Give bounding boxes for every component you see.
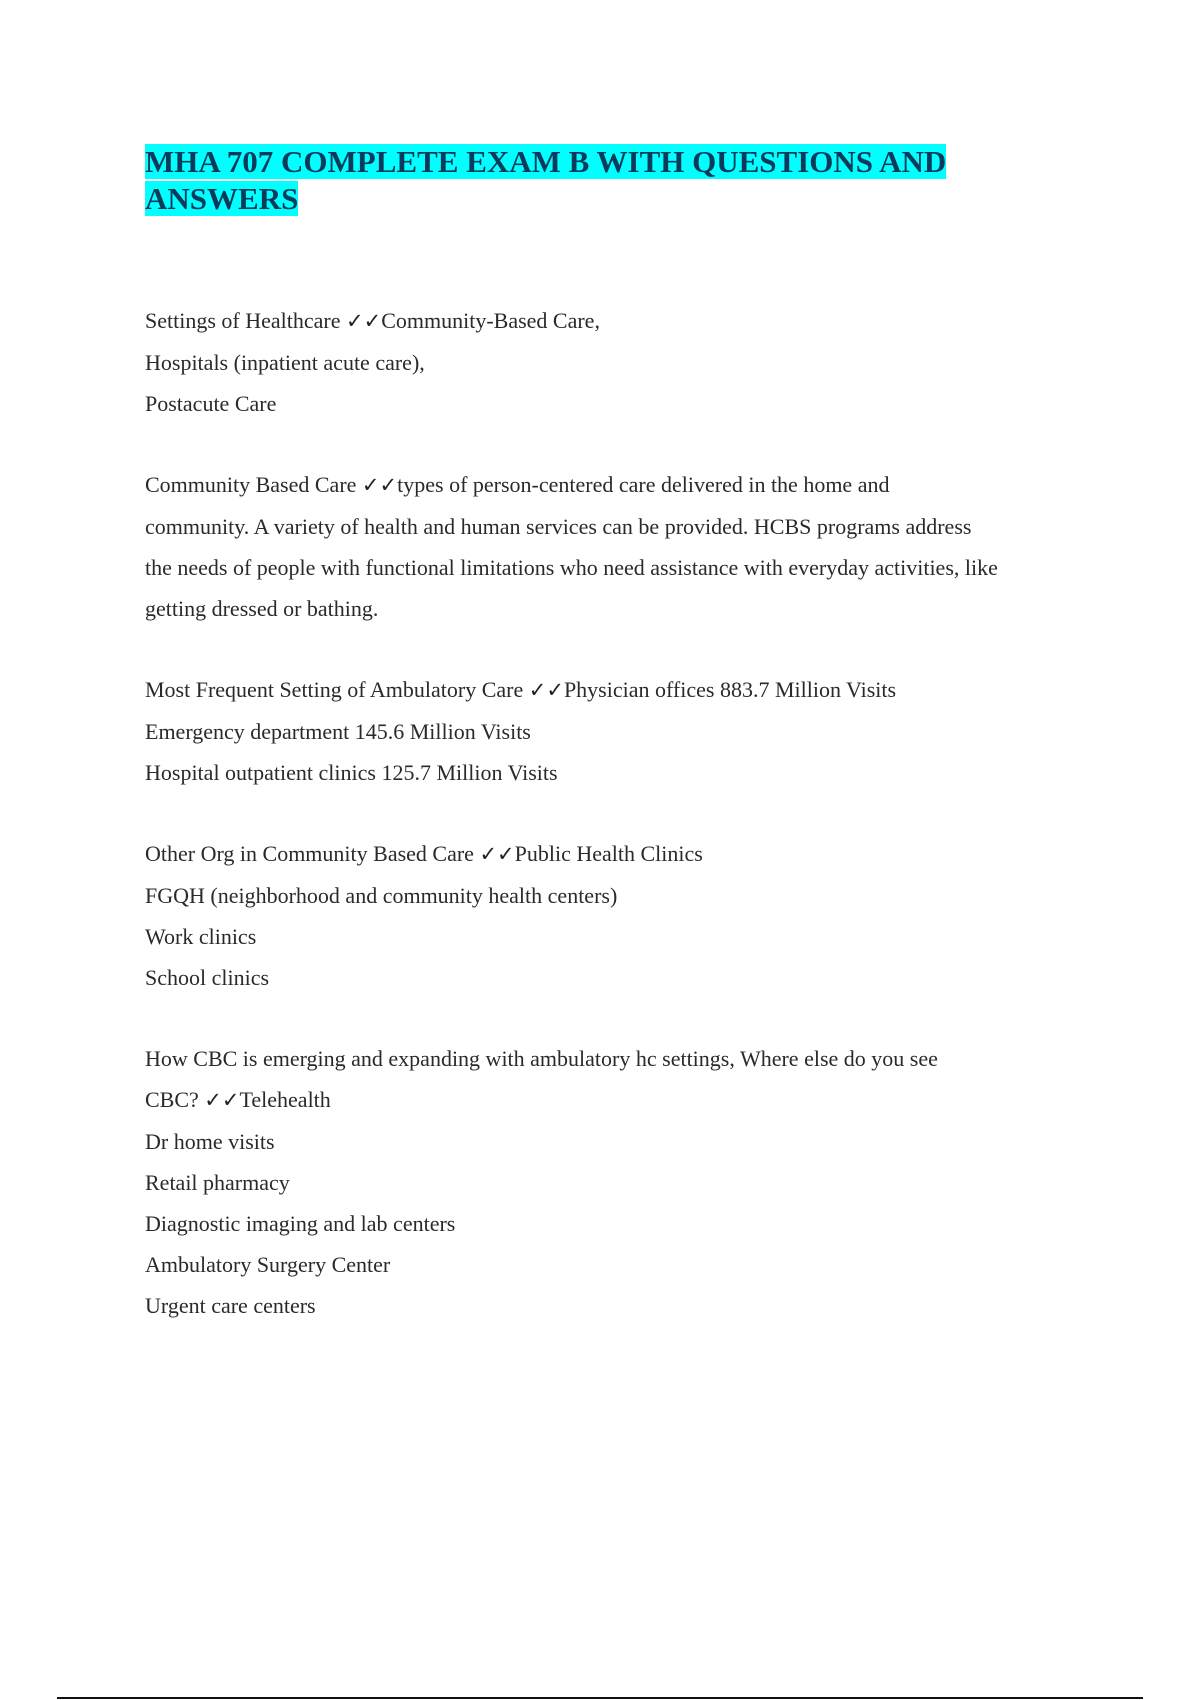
answer-line: Postacute Care [145,391,277,416]
checkmark-icon: ✓✓ [479,842,515,866]
question-text: Community Based Care [145,472,357,497]
answer-line: School clinics [145,965,270,990]
qa-line [145,1079,1095,1121]
answer-line: Diagnostic imaging and lab centers [145,1211,456,1236]
question-text: Most Frequent Setting of Ambulatory Care [145,677,524,702]
qa-line [145,833,1095,875]
question-line: How CBC is emerging and expanding with ambulatory hc settings, Where else do you see [145,1046,938,1071]
checkmark-icon: ✓✓ [204,1088,240,1112]
qa-line [145,669,1095,711]
answer-text: Physician offices 883.7 Million Visits [563,677,897,702]
answer-line: FGQH (neighborhood and community health centers) [145,883,618,908]
answer-line: Work clinics [145,924,257,949]
qa-item-ambulatory-care [145,669,1095,793]
checkmark-icon: ✓✓ [346,309,382,333]
question-text: Settings of Healthcare [145,308,341,333]
answer-line: Hospital outpatient clinics 125.7 Million Visits [145,760,558,785]
checkmark-icon: ✓✓ [361,473,398,497]
qa-line [145,300,1095,342]
answer-line: getting dressed or bathing. [145,596,379,621]
answer-text: types of person-centered care delivered in the home and [397,472,890,497]
answer-line: Ambulatory Surgery Center [145,1252,391,1277]
qa-line [145,464,1095,506]
qa-item-settings-of-healthcare [145,300,1095,424]
footer-divider [57,1697,1143,1699]
answer-line: community. A variety of health and human services can be provided. HCBS programs address [145,514,972,539]
question-text: CBC? [145,1087,199,1112]
qa-list [145,300,1095,1366]
title-highlight: MHA 707 COMPLETE EXAM B WITH QUESTIONS AND ANSWERS [145,144,947,216]
answer-line: Retail pharmacy [145,1170,290,1195]
document-title [145,143,1045,217]
question-text: Other Org in Community Based Care [145,841,474,866]
answer-line: the needs of people with functional limitations who need assistance with everyday activities, like [145,555,998,580]
answer-line: Urgent care centers [145,1293,316,1318]
qa-item-community-based-care [145,464,1095,629]
answer-text: Telehealth [239,1087,331,1112]
checkmark-icon: ✓✓ [528,678,564,702]
qa-item-cbc-emerging [145,1038,1095,1326]
answer-line: Hospitals (inpatient acute care), [145,350,425,375]
qa-item-other-org [145,833,1095,998]
answer-line: Dr home visits [145,1129,275,1154]
answer-text: Public Health Clinics [514,841,703,866]
answer-text: Community-Based Care, [381,308,600,333]
answer-line: Emergency department 145.6 Million Visits [145,719,531,744]
